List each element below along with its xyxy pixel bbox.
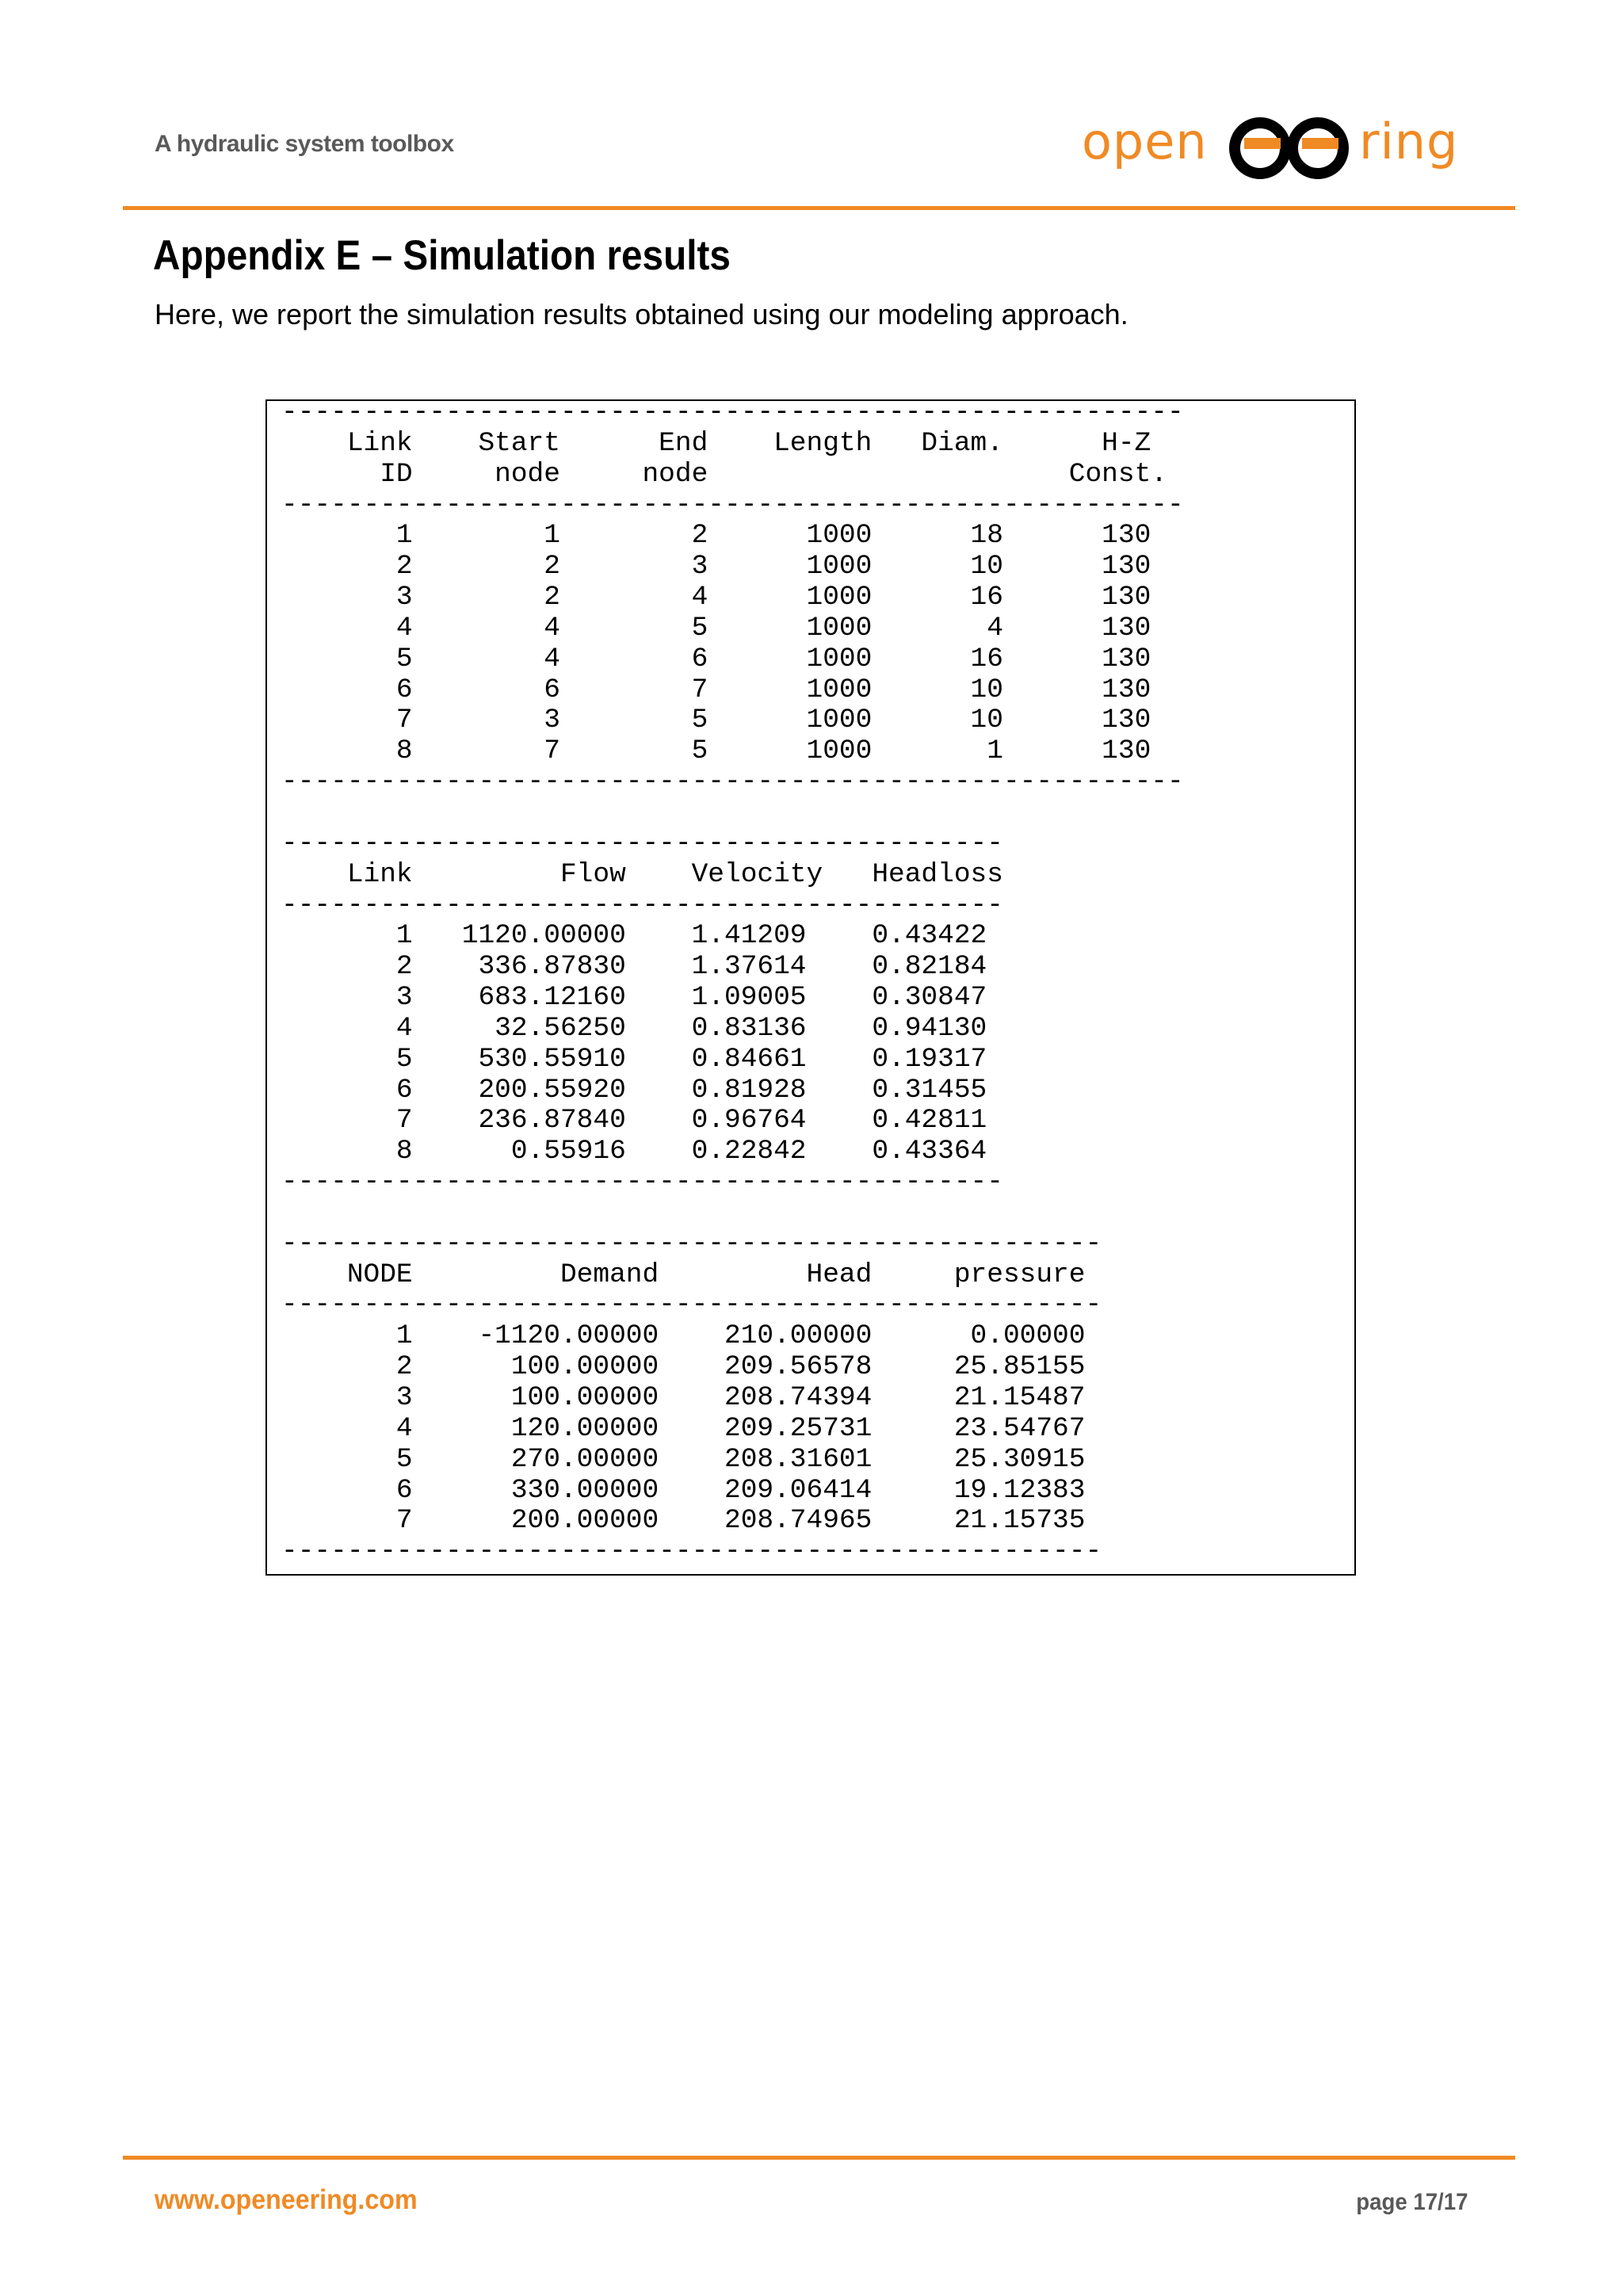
separator-line: --------------------------------------------: [281, 1167, 1003, 1198]
result-line: 6 330.00000 209.06414 19.12383: [281, 1474, 1086, 1506]
logo-text-open: open: [1082, 113, 1208, 170]
ee-logo-icon: [1227, 111, 1354, 186]
result-line: 1 1 2 1000 18 130: [281, 520, 1151, 552]
result-line: 4 4 5 1000 4 130: [281, 612, 1151, 644]
result-line: 7 236.87840 0.96764 0.42811: [281, 1105, 987, 1137]
page-number: page 17/17: [1355, 2189, 1468, 2215]
separator-line: --------------------------------------------------: [281, 1289, 1102, 1321]
document-header-title: A hydraulic system toolbox: [155, 131, 454, 157]
intro-paragraph: Here, we report the simulation results obtained using our modeling approach.: [155, 298, 1128, 330]
separator-line: --------------------------------------------: [281, 827, 1003, 859]
result-line: NODE Demand Head pressure: [281, 1259, 1086, 1290]
result-line: Link Start End Length Diam. H-Z: [281, 427, 1151, 459]
result-line: 6 6 7 1000 10 130: [281, 674, 1151, 705]
result-line: 6 200.55920 0.81928 0.31455: [281, 1074, 987, 1106]
separator-line: --------------------------------------------: [281, 889, 1003, 921]
result-line: 4 120.00000 209.25731 23.54767: [281, 1412, 1086, 1444]
result-line: Link Flow Velocity Headloss: [281, 858, 1003, 890]
result-line: 7 200.00000 208.74965 21.15735: [281, 1505, 1086, 1537]
result-line: 7 3 5 1000 10 130: [281, 705, 1151, 736]
result-line: 8 7 5 1000 1 130: [281, 735, 1151, 767]
page-title: Appendix E – Simulation results: [153, 232, 731, 279]
result-line: 2 336.87830 1.37614 0.82184: [281, 951, 987, 983]
header-divider: [123, 206, 1515, 210]
result-line: 1 1120.00000 1.41209 0.43422: [281, 920, 987, 952]
footer-divider: [123, 2156, 1515, 2160]
result-line: 5 530.55910 0.84661 0.19317: [281, 1043, 987, 1075]
separator-line: --------------------------------------------------: [281, 1536, 1102, 1568]
openeering-logo: [1082, 111, 1470, 186]
separator-line: --------------------------------------------------: [281, 1228, 1102, 1259]
result-line: 1 -1120.00000 210.00000 0.00000: [281, 1320, 1086, 1352]
result-line: ID node node Const.: [281, 458, 1167, 490]
footer-website-link[interactable]: www.openeering.com: [155, 2184, 418, 2215]
separator-line: -------------------------------------------------------: [281, 397, 1184, 428]
result-line: 2 2 3 1000 10 130: [281, 551, 1151, 583]
result-line: 2 100.00000 209.56578 25.85155: [281, 1351, 1086, 1383]
logo-text-ring: ring: [1359, 113, 1459, 170]
separator-line: -------------------------------------------------------: [281, 489, 1184, 521]
result-line: 5 4 6 1000 16 130: [281, 643, 1151, 674]
result-line: 3 683.12160 1.09005 0.30847: [281, 982, 987, 1014]
result-line: 4 32.56250 0.83136 0.94130: [281, 1012, 987, 1044]
separator-line: -------------------------------------------------------: [281, 766, 1184, 798]
simulation-results-listing: [281, 398, 1184, 1568]
result-line: 3 100.00000 208.74394 21.15487: [281, 1382, 1086, 1413]
result-line: 8 0.55916 0.22842 0.43364: [281, 1136, 987, 1167]
result-line: 5 270.00000 208.31601 25.30915: [281, 1443, 1086, 1475]
result-line: 3 2 4 1000 16 130: [281, 582, 1151, 613]
